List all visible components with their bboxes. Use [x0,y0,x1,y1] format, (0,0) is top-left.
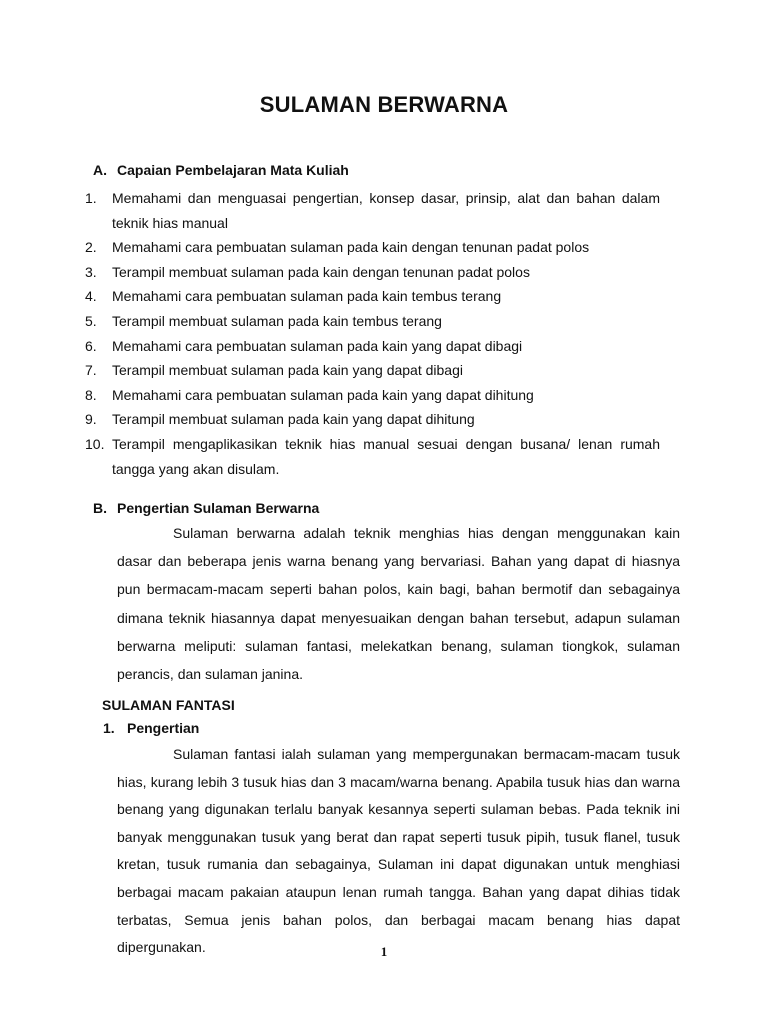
list-item [85,284,660,309]
list-item-number: 4. [85,288,97,305]
list-item [85,260,660,285]
sulaman-fantasi-paragraph: Sulaman fantasi ialah sulaman yang mempergunakan bermacam-macam tusuk hias, kurang lebih 3 tusuk hias dan 3 macam/warna benang. Apabila tusuk hias dan warna benang yang digunakan terlalu banyak kesannya seperti sulaman bebas. Pada teknik ini banyak menggunakan tusuk yang berat dan rapat seperti tusuk pipih, tusuk flanel, tusuk kretan, tusuk rumania dan sebagainya, Sulaman ini dapat digunakan untuk menghiasi berbagai macam pakaian ataupun lenan rumah tangga. Bahan yang dapat dihias tidak terbatas, Semua jenis bahan polos, dan berbagai macam benang hias dapat dipergunakan. [117,746,680,956]
list-item [85,309,660,334]
section-b-label: B. [93,500,107,516]
page-number: 1 [380,944,388,959]
list-item-number: 10. [85,435,105,452]
list-item-text: Terampil membuat sulaman pada kain tembus terang [112,312,442,329]
list-item-number: 9. [85,411,97,428]
list-item-number: 2. [85,239,97,256]
list-item [85,407,660,432]
list-item [85,186,660,235]
list-item [85,383,660,408]
list-item-text: Terampil mengaplikasikan teknik hias manual sesuai dengan busana/ lenan rumah tangga yang akan disulam. [112,435,660,477]
list-item-number: 7. [85,362,97,379]
section-a-heading [93,162,349,178]
pengertian-label: 1. [103,720,115,736]
list-item-number: 8. [85,386,97,403]
list-item-number: 5. [85,312,97,329]
list-item-text: Terampil membuat sulaman pada kain yang dapat dibagi [112,362,463,379]
list-item-text: Memahami cara pembuatan sulaman pada kain yang dapat dihitung [112,386,534,403]
section-b-heading [93,500,319,516]
section-a-label: A. [93,162,107,178]
list-item-text: Memahami cara pembuatan sulaman pada kain tembus terang [112,288,502,305]
sulaman-fantasi-heading: SULAMAN FANTASI [102,697,235,713]
list-item-number: 1. [85,190,97,206]
list-item [85,358,660,383]
pengertian-title: Pengertian [127,720,200,736]
section-a-title: Capaian Pembelajaran Mata Kuliah [117,162,349,178]
list-item-number: 3. [85,263,97,280]
list-item-text: Terampil membuat sulaman pada kain yang dapat dihitung [112,411,475,428]
section-b-paragraph: Sulaman berwarna adalah teknik menghias hias dengan menggunakan kain dasar dan beberapa jenis warna benang yang bervariasi. Bahan yang dapat di hiasnya pun bermacam-macam seperti bahan polos, kain bagi, bahan bermotif dan sebagainya dimana teknik hiasannya dapat menyesuaikan dengan bahan tersebut, adapun sulaman berwarna meliputi: sulaman fantasi, melekatkan benang, sulaman tiongkok, sulaman perancis, dan sulaman janina. [117,525,680,683]
list-item [85,235,660,260]
list-item-number: 6. [85,337,97,354]
list-item [85,334,660,359]
list-item-text: Memahami dan menguasai pengertian, konsep dasar, prinsip, alat dan bahan dalam teknik hias manual [112,190,660,231]
document-title: SULAMAN BERWARNA [259,92,509,117]
list-item-text: Memahami cara pembuatan sulaman pada kain dengan tenunan padat polos [112,239,590,256]
section-b-title: Pengertian Sulaman Berwarna [117,500,320,516]
pengertian-heading [103,720,199,736]
learning-outcomes-list [85,186,660,481]
list-item-text: Memahami cara pembuatan sulaman pada kain yang dapat dibagi [112,337,523,354]
list-item-text: Terampil membuat sulaman pada kain dengan tenunan padat polos [112,263,530,280]
list-item [85,432,660,481]
